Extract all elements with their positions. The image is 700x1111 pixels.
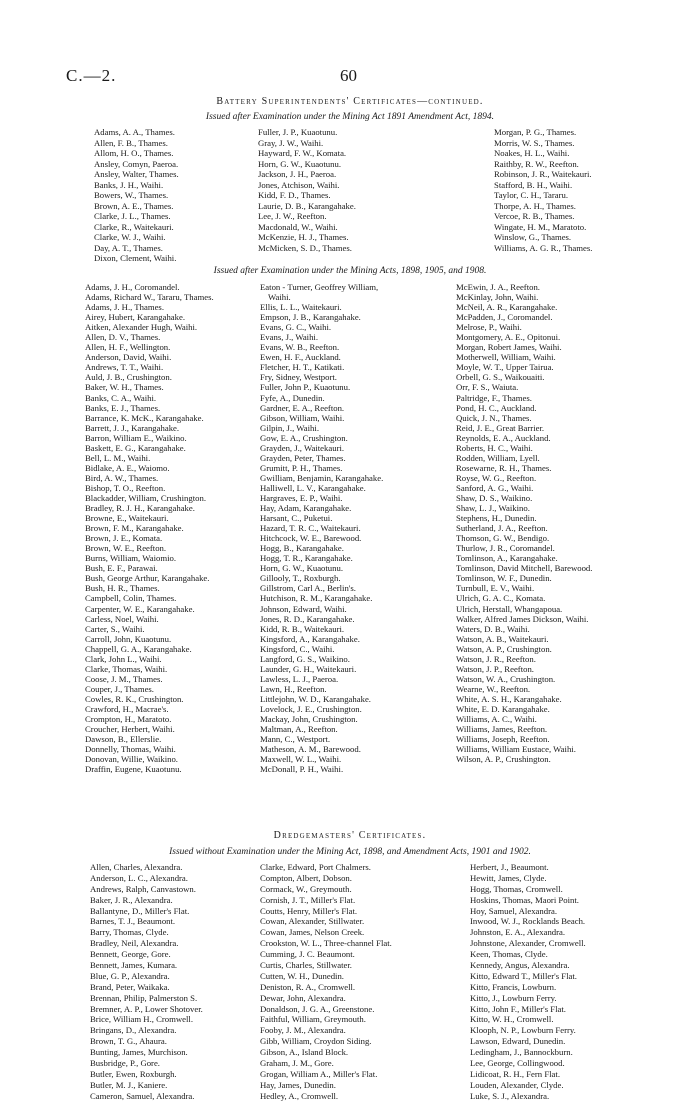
list-item: Noakes, H. L., Waihi. bbox=[494, 148, 570, 158]
list-item: Inwood, W. J., Rocklands Beach. bbox=[470, 916, 586, 927]
list-item: Barnes, T. J., Beaumont. bbox=[90, 916, 176, 927]
list-item: Barrance, K. McK., Karangahake. bbox=[85, 412, 204, 423]
list-item: Adams, Richard W., Tararu, Thames. bbox=[85, 292, 214, 303]
list-item: Hitchcock, W. E., Barewood. bbox=[260, 533, 362, 544]
list-item: Brown, J. E., Komata. bbox=[85, 533, 163, 544]
list-item: Evans, G. C., Waihi. bbox=[260, 322, 332, 333]
list-item: Vercoe, R. B., Thames. bbox=[494, 211, 575, 221]
list-item: Bird, A. W., Thames. bbox=[85, 472, 159, 483]
list-item: Adams, J. H., Coromandel. bbox=[85, 282, 180, 292]
list-item: Clarke, Thomas, Waihi. bbox=[85, 663, 168, 674]
list-item: Matheson, A. M., Barewood. bbox=[260, 744, 361, 755]
list-item: Cowan, Alexander, Stillwater. bbox=[260, 916, 365, 927]
list-item: Hoy, Samuel, Alexandra. bbox=[470, 905, 558, 916]
list-item: Kennedy, Angus, Alexandra. bbox=[470, 960, 570, 971]
list-item: White, A. S. H., Karangahake. bbox=[456, 693, 562, 704]
list-item: Allen, Charles, Alexandra. bbox=[90, 862, 183, 872]
list-item: Donnelly, Thomas, Waihi. bbox=[85, 744, 176, 755]
list-item: Johnstone, Alexander, Cromwell. bbox=[470, 938, 586, 949]
list-item: Ansley, Comyn, Paeroa. bbox=[94, 158, 179, 169]
list-item: Bennett, James, Kumara. bbox=[90, 960, 178, 971]
list-item: Gibb, William, Croydon Siding. bbox=[260, 1036, 372, 1047]
list-item: Maltman, A., Reefton. bbox=[260, 724, 338, 735]
list-item: McEwin, J. A., Reefton. bbox=[456, 282, 540, 292]
list-item: Watson, J. P., Reefton. bbox=[456, 663, 534, 674]
list-item: Rodden, William, Lyell. bbox=[456, 452, 540, 463]
list-item: Ulrich, Herstall, Whangapoua. bbox=[456, 603, 563, 614]
list-item: Aitken, Alexander Hugh, Waihi. bbox=[85, 322, 198, 333]
list-item: Watson, A. P., Crushington. bbox=[456, 643, 552, 654]
list-item: Rosewarne, R. H., Thames. bbox=[456, 462, 552, 473]
list-item: Fuller, J. P., Kuaotunu. bbox=[258, 127, 338, 137]
list-item: Paltridge, F., Thames. bbox=[456, 392, 532, 403]
list-item: Sutherland, J. A., Reefton. bbox=[456, 523, 548, 534]
list-item: Bell, L. M., Waihi. bbox=[85, 452, 151, 463]
list-item: Carroll, John, Kuaotunu. bbox=[85, 633, 172, 644]
list-item: Hogg, B., Karangahake. bbox=[260, 543, 344, 554]
list-item: Andrews, T. T., Waihi. bbox=[85, 362, 164, 373]
battery-1908-col-3 bbox=[456, 282, 592, 764]
list-item: Crawford, H., Macrae's. bbox=[85, 703, 169, 714]
list-item: Day, A. T., Thames. bbox=[94, 242, 163, 253]
list-item: Butler, M. J., Kaniere. bbox=[90, 1079, 168, 1090]
list-item: Carpenter, W. E., Karangahake. bbox=[85, 603, 195, 614]
list-item: Brice, William H., Cromwell. bbox=[90, 1014, 193, 1025]
list-item: Harsant, C., Puketui. bbox=[260, 513, 333, 524]
list-item: Ulrich, G. A. C., Komata. bbox=[456, 593, 546, 604]
list-item: Allen, H. F., Wellington. bbox=[85, 342, 171, 353]
list-item: Bowers, W., Thames. bbox=[94, 190, 169, 200]
page-reference: C.—2. bbox=[66, 66, 117, 85]
battery-section-title: Battery Superintendents' Certificates—continued. bbox=[216, 96, 484, 107]
list-item: Evans, W. B., Reefton. bbox=[260, 342, 340, 353]
list-item: Barrett, J. J., Karangahake. bbox=[85, 422, 180, 433]
list-item: Jackson, J. H., Paeroa. bbox=[258, 169, 337, 179]
list-item: Hayward, F. W., Komata. bbox=[258, 148, 347, 158]
list-item: Quick, J. N., Thames. bbox=[456, 412, 532, 423]
list-item: Lawless, L. J., Paeroa. bbox=[260, 673, 339, 684]
list-item: Auld, J. B., Crushington. bbox=[85, 372, 172, 383]
list-item: Roberts, H. C., Waihi. bbox=[456, 442, 533, 453]
list-item: Bidlake, A. E., Waiomo. bbox=[85, 462, 170, 473]
list-item: Gilpin, J., Waihi. bbox=[260, 422, 319, 433]
list-item: Raithby, R. W., Reefton. bbox=[494, 158, 579, 169]
list-item: Blue, G. P., Alexandra. bbox=[90, 970, 170, 981]
dredge-subtitle: Issued without Examination under the Mining Act, 1898, and Amendment Acts, 1901 and 1902. bbox=[169, 847, 531, 857]
list-item: Grogan, William A., Miller's Flat. bbox=[260, 1068, 378, 1079]
list-item: Bush, E. F., Parawai. bbox=[85, 563, 158, 574]
battery-subtitle-1908: Issued after Examination under the Mining Acts, 1898, 1905, and 1908. bbox=[213, 266, 487, 276]
list-item: Ansley, Walter, Thames. bbox=[94, 169, 179, 179]
list-item: Cumming, J. C. Beaumont. bbox=[260, 949, 355, 960]
list-item: Moyle, W. T., Upper Tairua. bbox=[456, 362, 554, 373]
list-item: Donaldson, J. G. A., Greenstone. bbox=[260, 1003, 375, 1014]
dredge-col-2 bbox=[260, 862, 392, 1102]
list-item: Halliwell, L. V., Karangahake. bbox=[260, 482, 366, 493]
list-item: White, E. D. Karangahake. bbox=[456, 703, 550, 714]
list-item: Waters, D. B., Waihi. bbox=[456, 623, 530, 634]
list-item: Ballantyne, D., Miller's Flat. bbox=[90, 905, 190, 916]
list-item: Adams, J. H., Thames. bbox=[85, 302, 164, 313]
list-item: Banks, J. H., Waihi. bbox=[94, 179, 164, 190]
list-item: Clarke, Edward, Port Chalmers. bbox=[260, 862, 371, 872]
list-item: Johnson, Edward, Waihi. bbox=[260, 603, 347, 614]
battery-1894-col-1 bbox=[94, 127, 179, 264]
list-item: Waihi. bbox=[268, 292, 291, 303]
dredge-section-title: Dredgemasters' Certificates. bbox=[273, 830, 427, 841]
list-item: Littlejohn, W. D., Karangahake. bbox=[260, 693, 371, 704]
list-item: Anderson, David, Waihi. bbox=[85, 352, 172, 363]
list-item: Burns, William, Waiomio. bbox=[85, 553, 177, 564]
list-item: Butler, Ewen, Roxburgh. bbox=[90, 1068, 177, 1079]
list-item: Hogg, Thomas, Cromwell. bbox=[470, 883, 563, 894]
list-item: Winslow, G., Thames. bbox=[494, 232, 572, 242]
battery-1894-col-3 bbox=[494, 127, 592, 253]
battery-1908-col-2 bbox=[260, 282, 383, 774]
list-item: Curtis, Charles, Stillwater. bbox=[260, 960, 352, 971]
list-item: Clarke, R., Waitekauri. bbox=[94, 221, 174, 232]
list-item: Baskett, E. G., Karangahake. bbox=[85, 442, 186, 453]
list-item: Jones, Atchison, Waihi. bbox=[258, 179, 340, 190]
list-item: Dewar, John, Alexandra. bbox=[260, 992, 346, 1003]
list-item: Kitto, J., Lowburn Ferry. bbox=[470, 992, 557, 1003]
list-item: Blackadder, William, Crushington. bbox=[85, 492, 206, 503]
list-item: Horn, G. W., Kuaotunu. bbox=[260, 563, 344, 574]
list-item: Allen, D. V., Thames. bbox=[85, 332, 161, 343]
list-item: Clarke, W. J., Waihi. bbox=[94, 232, 166, 242]
list-item: McMicken, S. D., Thames. bbox=[258, 242, 352, 253]
list-item: Gibson, A., Island Block. bbox=[260, 1047, 349, 1058]
list-item: Croucher, Herbert, Waihi. bbox=[85, 724, 175, 735]
list-item: Williams, James, Reefton. bbox=[456, 724, 548, 735]
list-item: Banks, C. A., Waihi. bbox=[85, 392, 157, 403]
list-item: Allom, H. O., Thames. bbox=[94, 148, 174, 158]
list-item: Thomson, G. W., Bendigo. bbox=[456, 533, 550, 544]
battery-1908-col-1 bbox=[85, 282, 214, 774]
list-item: Chappell, G. A., Karangahake. bbox=[85, 643, 192, 654]
list-item: Bush, H. R., Thames. bbox=[85, 583, 160, 594]
list-item: Campbell, Colin, Thames. bbox=[85, 593, 177, 604]
list-item: Eaton - Turner, Geoffrey William, bbox=[260, 282, 379, 292]
list-item: Evans, J., Waihi. bbox=[260, 332, 319, 343]
list-item: Bradley, R. J. H., Karangahake. bbox=[85, 503, 195, 514]
list-item: Fuller, John P., Kuaotunu. bbox=[260, 382, 351, 393]
list-item: Hargraves, E. P., Waihi. bbox=[260, 492, 343, 503]
list-item: Allen, F. B., Thames. bbox=[94, 137, 168, 148]
list-item: Fry, Sidney, Westport. bbox=[260, 372, 337, 383]
list-item: Hogg, T. R., Karangahake. bbox=[260, 553, 353, 564]
list-item: Kitto, John F., Miller's Flat. bbox=[470, 1003, 566, 1014]
list-item: Brand, Peter, Waikaka. bbox=[90, 981, 170, 992]
list-item: Crompton, H., Maratoto. bbox=[85, 714, 172, 725]
list-item: Cowles, R. K., Crushington. bbox=[85, 693, 184, 704]
list-item: Grayden, Peter, Thames. bbox=[260, 452, 346, 463]
list-item: Graham, J. M., Gore. bbox=[260, 1058, 334, 1069]
list-item: Turnbull, E. V., Waihi. bbox=[456, 583, 535, 594]
list-item: Bennett, George, Gore. bbox=[90, 949, 171, 960]
list-item: Orbell, G. S., Waikouaiti. bbox=[456, 372, 545, 383]
list-item: Wilson, A. P., Crushington. bbox=[456, 754, 551, 765]
list-item: Hedley, A., Cromwell. bbox=[260, 1090, 339, 1101]
list-item: Mann, C., Westport. bbox=[260, 734, 331, 745]
list-item: Kidd, R. B., Waitekauri. bbox=[260, 623, 345, 634]
list-item: Airey, Hubert, Karangahake. bbox=[85, 312, 186, 323]
list-item: Klooph, N. P., Lowburn Ferry. bbox=[470, 1025, 576, 1036]
page-number: 60 bbox=[340, 66, 357, 85]
list-item: Baker, W. H., Thames. bbox=[85, 382, 164, 393]
list-item: Tomlinson, David Mitchell, Barewood. bbox=[456, 563, 593, 574]
list-item: Cornish, J. T., Miller's Flat. bbox=[260, 894, 356, 905]
list-item: Cormack, W., Greymouth. bbox=[260, 883, 352, 894]
list-item: Tomlinson, A., Karangahake. bbox=[456, 553, 558, 564]
list-item: Ewen, H. F., Auckland. bbox=[260, 352, 341, 363]
list-item: Lovelock, J. E., Crushington. bbox=[260, 703, 362, 714]
list-item: Gibson, William, Waihi. bbox=[260, 412, 345, 423]
list-item: Brown, W. E., Reefton. bbox=[85, 543, 167, 554]
list-item: Gray, J. W., Waihi. bbox=[258, 137, 324, 148]
list-item: Kitto, Edward T., Miller's Flat. bbox=[470, 970, 577, 981]
list-item: Barry, Thomas, Clyde. bbox=[90, 927, 169, 938]
list-item: Gillstrom, Carl A., Berlin's. bbox=[260, 583, 356, 594]
list-item: Launder, G. H., Waitekauri. bbox=[260, 663, 357, 674]
list-item: Robinson, J. R., Waitekauri. bbox=[494, 169, 592, 179]
list-item: Gow, E. A., Crushington. bbox=[260, 432, 348, 443]
list-item: Kitto, W. H., Cromwell. bbox=[470, 1014, 554, 1025]
list-item: Keen, Thomas, Clyde. bbox=[470, 949, 548, 960]
list-item: Lee, George, Collingwood. bbox=[470, 1058, 565, 1069]
list-item: Compton, Albert, Dobson. bbox=[260, 872, 352, 883]
list-item: Brennan, Philip, Palmerston S. bbox=[90, 992, 198, 1003]
list-item: Brown, A. E., Thames. bbox=[94, 200, 174, 211]
list-item: Andrews, Ralph, Canvastown. bbox=[90, 883, 196, 894]
list-item: Bringans, D., Alexandra. bbox=[90, 1025, 177, 1036]
list-item: Empson, J. B., Karangahake. bbox=[260, 312, 361, 323]
list-item: Anderson, L. C., Alexandra. bbox=[90, 872, 188, 883]
list-item: Bunting, James, Murchison. bbox=[90, 1047, 188, 1058]
list-item: Hay, James, Dunedin. bbox=[260, 1079, 336, 1090]
list-item: Morgan, Robert James, Waihi. bbox=[456, 342, 562, 353]
list-item: Bradley, Neil, Alexandra. bbox=[90, 938, 179, 949]
list-item: Grumitt, P. H., Thames. bbox=[260, 462, 343, 473]
list-item: Reynolds, E. A., Auckland. bbox=[456, 432, 551, 443]
list-item: Cutten, W. H., Dunedin. bbox=[260, 970, 344, 981]
list-item: Brown, T. G., Ahaura. bbox=[90, 1036, 167, 1047]
list-item: Royse, W. G., Reefton. bbox=[456, 472, 537, 483]
list-item: Shaw, L. J., Waikino. bbox=[456, 503, 530, 514]
list-item: Morris, W. S., Thames. bbox=[494, 137, 575, 148]
list-item: Cameron, Samuel, Alexandra. bbox=[90, 1090, 195, 1101]
list-item: Watson, A. B., Waitekauri. bbox=[456, 633, 549, 644]
list-item: Banks, E. J., Thames. bbox=[85, 402, 161, 413]
list-item: Draffin, Eugene, Kuaotunu. bbox=[85, 764, 182, 775]
list-item: McDonall, P. H., Waihi. bbox=[260, 764, 344, 775]
list-item: Gillooly, T., Roxburgh. bbox=[260, 573, 341, 584]
list-item: Hazard, T. R. C., Waitekauri. bbox=[260, 523, 361, 534]
list-item: Fletcher, H. T., Katikati. bbox=[260, 362, 345, 373]
list-item: Carless, Noel, Waihi. bbox=[85, 613, 159, 624]
list-item: Ellis, L. L., Waitekauri. bbox=[260, 302, 342, 313]
list-item: Baker, J. R., Alexandra. bbox=[90, 894, 173, 905]
list-item: Wearne, W., Reefton. bbox=[456, 683, 531, 694]
list-item: Walker, Alfred James Dickson, Waihi. bbox=[456, 613, 589, 624]
list-item: Reid, J. E., Great Barrier. bbox=[456, 422, 545, 433]
list-item: Browne, E., Waitekauri. bbox=[85, 513, 169, 524]
list-item: Gwilliam, Benjamin, Karangahake. bbox=[260, 472, 384, 483]
list-item: Tomlinson, W. F., Dunedin. bbox=[456, 573, 552, 584]
list-item: Watson, J. R., Reefton. bbox=[456, 653, 536, 664]
list-item: Cowan, James, Nelson Creek. bbox=[260, 927, 365, 938]
list-item: Johnston, E. A., Alexandra. bbox=[470, 927, 566, 938]
list-item: Laurie, D. B., Karangahake. bbox=[258, 200, 356, 211]
list-item: Kidd, F. D., Thames. bbox=[258, 190, 331, 200]
list-item: Taylor, C. H., Tararu. bbox=[494, 190, 569, 200]
list-item: Gardner, E. A., Reefton. bbox=[260, 402, 345, 413]
list-item: Ledingham, J., Bannockburn. bbox=[470, 1047, 573, 1058]
list-item: Clarke, J. L., Thames. bbox=[94, 211, 171, 221]
list-item: Bremner, A. P., Lower Shotover. bbox=[90, 1003, 203, 1014]
list-item: Fooby, J. M., Alexandra. bbox=[260, 1025, 346, 1036]
list-item: Fyfe, A., Dunedin. bbox=[260, 392, 325, 403]
list-item: Bush, George Arthur, Karangahake. bbox=[85, 573, 210, 584]
list-item: Shaw, D. S., Waikino. bbox=[456, 492, 533, 503]
list-item: Motherwell, William, Waihi. bbox=[456, 352, 556, 363]
list-item: Williams, Joseph, Reefton. bbox=[456, 734, 550, 745]
list-item: Donovan, Willie, Waikino. bbox=[85, 754, 178, 765]
list-item: Brown, F. M., Karangahake. bbox=[85, 523, 184, 534]
list-item: McKenzie, H. J., Thames. bbox=[258, 232, 349, 242]
list-item: Horn, G. W., Kuaotunu. bbox=[258, 158, 342, 169]
list-item: Watson, W. A., Crushington. bbox=[456, 673, 556, 684]
dredge-col-3 bbox=[470, 862, 586, 1102]
list-item: Morgan, P. G., Thames. bbox=[494, 127, 577, 137]
list-item: McKinlay, John, Waihi. bbox=[456, 292, 539, 303]
list-item: Grayden, J., Waitekauri. bbox=[260, 442, 345, 453]
list-item: Kitto, Francis, Lowburn. bbox=[470, 981, 557, 992]
list-item: Sanford, A. G., Waihi. bbox=[456, 482, 534, 493]
list-item: Deniston, R. A., Cromwell. bbox=[260, 981, 356, 992]
list-item: Dawson, B., Ellerslie. bbox=[85, 734, 162, 745]
list-item: Hutchison, R. M., Karangahake. bbox=[260, 593, 373, 604]
list-item: Langford, G. S., Waikino. bbox=[260, 653, 350, 664]
list-item: Louden, Alexander, Clyde. bbox=[470, 1079, 564, 1090]
list-item: Melrose, P., Waihi. bbox=[456, 322, 522, 333]
list-item: Lawn, H., Reefton. bbox=[260, 683, 327, 694]
list-item: Hoskins, Thomas, Maori Point. bbox=[470, 894, 579, 905]
dredge-col-1 bbox=[90, 862, 203, 1102]
list-item: Kingsford, C., Waihi. bbox=[260, 643, 335, 654]
battery-subtitle-1894: Issued after Examination under the Mining Act 1891 Amendment Act, 1894. bbox=[205, 112, 495, 122]
list-item: Dixon, Clement, Waihi. bbox=[94, 253, 177, 263]
list-item: Luke, S. J., Alexandra. bbox=[470, 1090, 550, 1101]
list-item: Hewitt, James, Clyde. bbox=[470, 872, 547, 883]
list-item: Jones, R. D., Karangahake. bbox=[260, 613, 355, 624]
list-item: McNeil, A. R., Karangahake. bbox=[456, 302, 558, 313]
list-item: Mackay, John, Crushington. bbox=[260, 714, 358, 725]
list-item: Coutts, Henry, Miller's Flat. bbox=[260, 905, 358, 916]
list-item: Couper, J., Thames. bbox=[85, 683, 154, 694]
list-item: Kingsford, A., Karangahake. bbox=[260, 633, 360, 644]
list-item: Macdonald, W., Waihi. bbox=[258, 221, 338, 232]
list-item: Clark, John L., Waihi. bbox=[85, 653, 162, 664]
list-item: Stephens, H., Dunedin. bbox=[456, 513, 537, 524]
list-item: Montgomery, A. E., Opitonui. bbox=[456, 332, 561, 343]
list-item: Adams, A. A., Thames. bbox=[94, 127, 175, 137]
list-item: Lee, J. W., Reefton. bbox=[258, 211, 327, 221]
list-item: Busbridge, P., Gore. bbox=[90, 1058, 160, 1069]
list-item: Faithful, William, Greymouth. bbox=[260, 1014, 366, 1025]
list-item: Stafford, B. H., Waihi. bbox=[494, 179, 573, 190]
list-item: Orr, F. S., Waiuta. bbox=[456, 382, 519, 393]
list-item: Maxwell, W. L., Waihi. bbox=[260, 754, 342, 765]
list-item: Williams, A. G. R., Thames. bbox=[494, 242, 593, 253]
list-item: Thurlow, J. R., Coromandel. bbox=[456, 543, 555, 554]
list-item: Hay, Adam, Karangahake. bbox=[260, 503, 352, 514]
list-item: Lidicoat, R. H., Fern Flat. bbox=[470, 1068, 561, 1079]
list-item: Pond, H. C., Auckland. bbox=[456, 402, 537, 413]
list-item: Lawson, Edward, Dunedin. bbox=[470, 1036, 566, 1047]
list-item: Barron, William E., Waikino. bbox=[85, 432, 187, 443]
list-item: McPadden, J., Coromandel. bbox=[456, 312, 553, 323]
list-item: Bishop, T. O., Reefton. bbox=[85, 482, 166, 493]
list-item: Wingate, H. M., Maratoto. bbox=[494, 221, 587, 232]
list-item: Herbert, J., Beaumont. bbox=[470, 862, 549, 872]
list-item: Williams, A. C., Waihi. bbox=[456, 714, 537, 725]
list-item: Carter, S., Waihi. bbox=[85, 623, 145, 634]
list-item: Thorpe, A. H., Thames. bbox=[494, 200, 576, 211]
list-item: Crookston, W. L., Three-channel Flat. bbox=[260, 938, 392, 949]
battery-1894-col-2 bbox=[258, 127, 356, 253]
list-item: Williams, William Eustace, Waihi. bbox=[456, 744, 576, 755]
list-item: Coose, J. M., Thames. bbox=[85, 673, 163, 684]
